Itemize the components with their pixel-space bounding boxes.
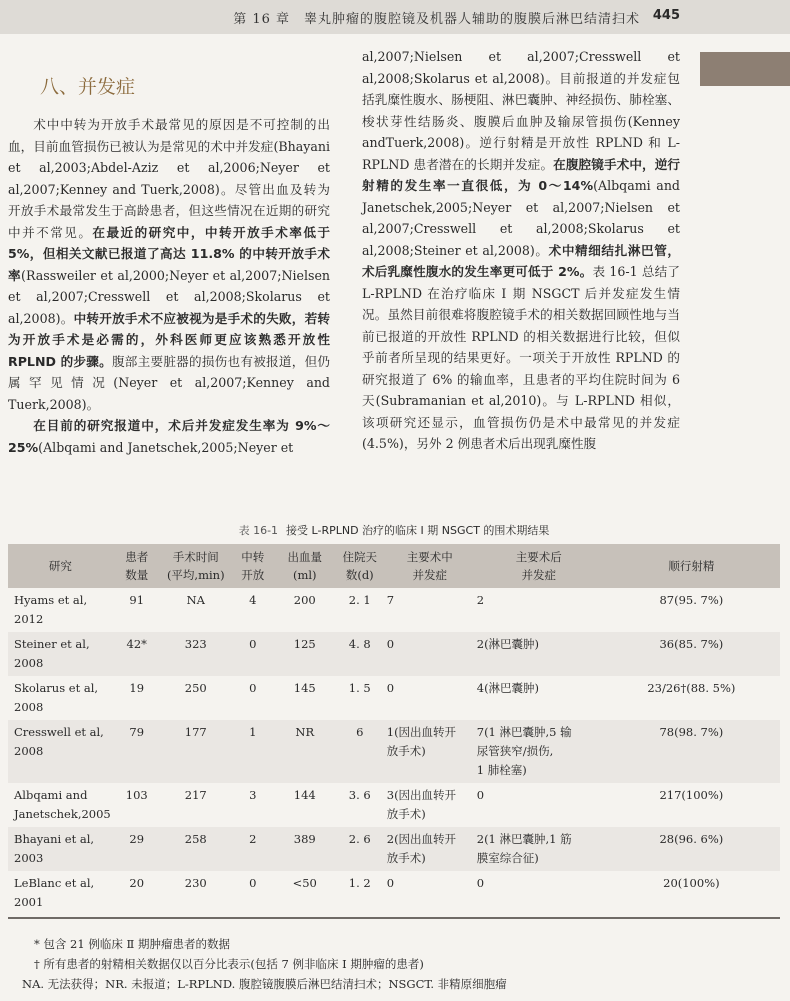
table-cell: 200 <box>293 593 316 607</box>
column-header: 患者 数量 <box>113 544 161 588</box>
paragraph <box>8 114 330 415</box>
table-16-1 <box>8 522 780 919</box>
table-cell: 1. 5 <box>348 681 371 695</box>
table-cell: 20(100%) <box>663 876 720 890</box>
table-cell: 0 <box>249 681 257 695</box>
table-cell: 20 <box>129 876 145 890</box>
table-row <box>8 676 780 720</box>
table-cell: 103 <box>125 788 148 802</box>
table-cell: Cresswell et al, 2008 <box>8 720 113 783</box>
table-cell: Bhayani et al, 2003 <box>8 827 113 871</box>
table-title: 接受 L-RPLND 治疗的临床 Ⅰ 期 NSGCT 的围术期结果 <box>286 524 550 537</box>
table-cell: 0 <box>386 681 395 695</box>
table-cell: 42* <box>113 632 161 676</box>
table-cell: 0 <box>231 632 275 676</box>
table-cell: Steiner et al, 2008 <box>8 632 113 676</box>
table-number: 表 16-1 <box>238 524 279 537</box>
table-cell: 125 <box>275 632 335 676</box>
table-cell: 323 <box>161 632 231 676</box>
table-cell: 2(淋巴囊肿) <box>475 632 603 676</box>
table-body <box>8 588 780 915</box>
table-cell: 1. 2 <box>348 876 371 890</box>
table-cell: 144 <box>293 788 316 802</box>
table-cell: 4. 8 <box>335 632 385 676</box>
table-cell: 0 <box>476 876 485 890</box>
table-cell: 2(1 淋巴囊肿,1 筋 膜室综合征) <box>475 827 603 871</box>
bold-text: 在腹腔镜手术中，逆行射精的发生率一直很低，为 0～14% <box>362 156 681 193</box>
table-note: † 所有患者的射精相关数据仅以百分比表示(包括 7 例非临床 Ⅰ 期肿瘤的患者) <box>34 957 424 971</box>
table-cell: 29 <box>113 827 161 871</box>
table-cell: 2. 1 <box>348 593 371 607</box>
column-header: 主要术后 并发症 <box>475 544 603 588</box>
table-cell: Skolarus et al, 2008 <box>14 681 99 714</box>
table-cell: 250 <box>184 681 207 695</box>
column-header: 研究 <box>8 544 113 588</box>
table-cell: 217(100%) <box>659 788 724 802</box>
table-cell: 1 <box>231 720 275 783</box>
column-header: 出血量 (ml) <box>275 544 335 588</box>
bold-text: 在目前的研究报道中，术后并发症发生率为 9%～25% <box>8 418 330 455</box>
table-cell: 389 <box>275 827 335 871</box>
table-cell: 230 <box>184 876 207 890</box>
table-cell: NA <box>186 593 205 607</box>
right-column <box>362 46 680 455</box>
chapter-title: 第 16 章 睾丸肿瘤的腹腔镜及机器人辅助的腹膜后淋巴结清扫术 <box>233 12 640 27</box>
body-text: (Rassweiler et al,2000;Neyer et al,2007;Nielsen et al,2007;Cresswell et al,2008;Skolarus et al,2008)。 <box>8 267 331 326</box>
table-note: * 包含 21 例临床 Ⅱ 期肿瘤患者的数据 <box>34 937 230 951</box>
section-title: 八、并发症 <box>40 76 136 98</box>
table-row <box>8 720 780 783</box>
table-cell: 145 <box>293 681 316 695</box>
table-cell: 87(95. 7%) <box>659 593 724 607</box>
column-header: 主要术中 并发症 <box>385 544 475 588</box>
column-header: 中转 开放 <box>231 544 275 588</box>
table-cell: LeBlanc et al, 2001 <box>14 876 95 909</box>
body-text: 术中中转为开放手术最常见的原因是不可控制的出血，目前血管损伤已被认为是常见的术中并发症(Bhayani et al,2003;Abdel-Aziz et al,2006;Neyer et al,2007;Kenney and Tuerk,2008)。尽管出血及转为开放手术最常发生于高龄患者，但这些情况在近期的研究中并不常见。 <box>8 117 330 240</box>
table-cell: 177 <box>161 720 231 783</box>
table-cell: 7 <box>386 593 395 607</box>
paragraph <box>8 415 330 458</box>
bold-text: 术中精细结扎淋巴管，术后乳糜性腹水的发生率更可低于 2%。 <box>362 242 681 279</box>
chapter-tab <box>700 52 790 86</box>
body-text: 腹部主要脏器的损伤也有被报道，但仍属罕见情况(Neyer et al,2007;Kenney and Tuerk,2008)。 <box>8 353 330 412</box>
left-column <box>8 114 330 458</box>
table-note: NA. 无法获得；NR. 未报道；L-RPLND. 腹腔镜腹膜后淋巴结清扫术；NSGCT. 非精原细胞瘤 <box>22 977 507 991</box>
table-row <box>8 871 780 915</box>
table-cell: Hyams et al, 2012 <box>14 593 88 626</box>
table-cell: 0 <box>249 876 257 890</box>
bold-text: 在最近的研究中，中转开放手术率低于 5%，但相关文献已报道了高达 11.8% 的中转开放手术率 <box>8 224 331 283</box>
table-cell: 2 <box>476 593 485 607</box>
column-header: 住院天 数(d) <box>335 544 385 588</box>
page-number: 445 <box>652 8 680 23</box>
column-header: 顺行射精 <box>603 544 780 588</box>
table-cell: 0 <box>386 876 395 890</box>
table-header-row <box>8 544 780 588</box>
running-header <box>0 0 790 34</box>
table-cell: 3 <box>249 788 257 802</box>
table-cell: 79 <box>113 720 161 783</box>
table-cell: 3. 6 <box>348 788 371 802</box>
table-row <box>8 783 780 827</box>
table-cell: 4 <box>249 593 257 607</box>
table-cell: 3(因出血转开 放手术) <box>386 788 457 821</box>
body-text: 表 16-1 总结了 L-RPLND 在治疗临床 Ⅰ 期 NSGCT 后并发症发生情况。虽然目前很难将腹腔镜手术的相关数据回顾性地与当前已报道的开放性 RPLND 的相关数据进行比较，但似乎前者所呈现的结果更好。一项关于开放性 RPLND 的研究报道了 6% 的输血率，且患者的平均住院时间为 6 天(Subramanian et al,2010)。与 L-RPLND 相似，该项研究还显示，血管损伤仍是术中最常见的并发症(4.5%)，另外 2 例患者术后出现乳糜性腹 <box>362 264 680 451</box>
table-cell: 2. 6 <box>335 827 385 871</box>
table-cell: 91 <box>129 593 145 607</box>
table-cell: 258 <box>161 827 231 871</box>
column-header: 手术时间 (平均,min) <box>161 544 231 588</box>
table-cell: 36(85. 7%) <box>603 632 780 676</box>
table-cell: 217 <box>184 788 207 802</box>
paragraph <box>362 46 680 455</box>
table-cell: 4(淋巴囊肿) <box>476 681 540 695</box>
table-cell: Albqami and Janetschek,2005 <box>14 788 111 821</box>
table-cell: 0 <box>476 788 485 802</box>
table-cell: 0 <box>385 632 475 676</box>
table-cell: 19 <box>129 681 145 695</box>
table-cell: 23/26†(88. 5%) <box>647 681 736 695</box>
table-row <box>8 632 780 676</box>
table-notes <box>22 934 507 994</box>
table-cell: 28(96. 6%) <box>603 827 780 871</box>
table-row <box>8 827 780 871</box>
table-cell: 2 <box>231 827 275 871</box>
table-cell: 2(因出血转开 放手术) <box>385 827 475 871</box>
bold-text: 中转开放手术不应被视为是手术的失败，若转为开放手术是必需的，外科医师更应该熟悉开放性 RPLND 的步骤。 <box>8 310 330 369</box>
body-text: (Albqami and Janetschek,2005;Neyer et <box>38 439 294 455</box>
table-cell: <50 <box>292 876 317 890</box>
body-text: (Albqami and Janetschek,2005;Neyer et al,2007;Nielsen et al,2007;Cresswell et al,2008;Skolarus et al,2008;Steiner et al,2008)。 <box>362 178 680 258</box>
table-caption <box>8 522 780 538</box>
table-cell: 1(因出血转开 放手术) <box>385 720 475 783</box>
results-table <box>8 544 780 915</box>
table-bottom-rule <box>8 917 780 919</box>
table-cell: 7(1 淋巴囊肿,5 输 尿管狭窄/损伤, 1 肺栓塞) <box>475 720 603 783</box>
table-cell: NR <box>275 720 335 783</box>
table-cell: 6 <box>335 720 385 783</box>
table-cell: 78(98. 7%) <box>603 720 780 783</box>
table-row <box>8 588 780 632</box>
body-text: al,2007;Nielsen et al,2007;Cresswell et al,2008;Skolarus et al,2008)。目前报道的并发症包括乳糜性腹水、肠梗阻、淋巴囊肿、神经损伤、肺栓塞、梭状芽性结肠炎、腹膜后血肿及输尿管损伤(Kenney andTuerk,2008)。逆行射精是开放性 RPLND 和 L-RPLND 患者潜在的长期并发症。 <box>362 49 680 172</box>
